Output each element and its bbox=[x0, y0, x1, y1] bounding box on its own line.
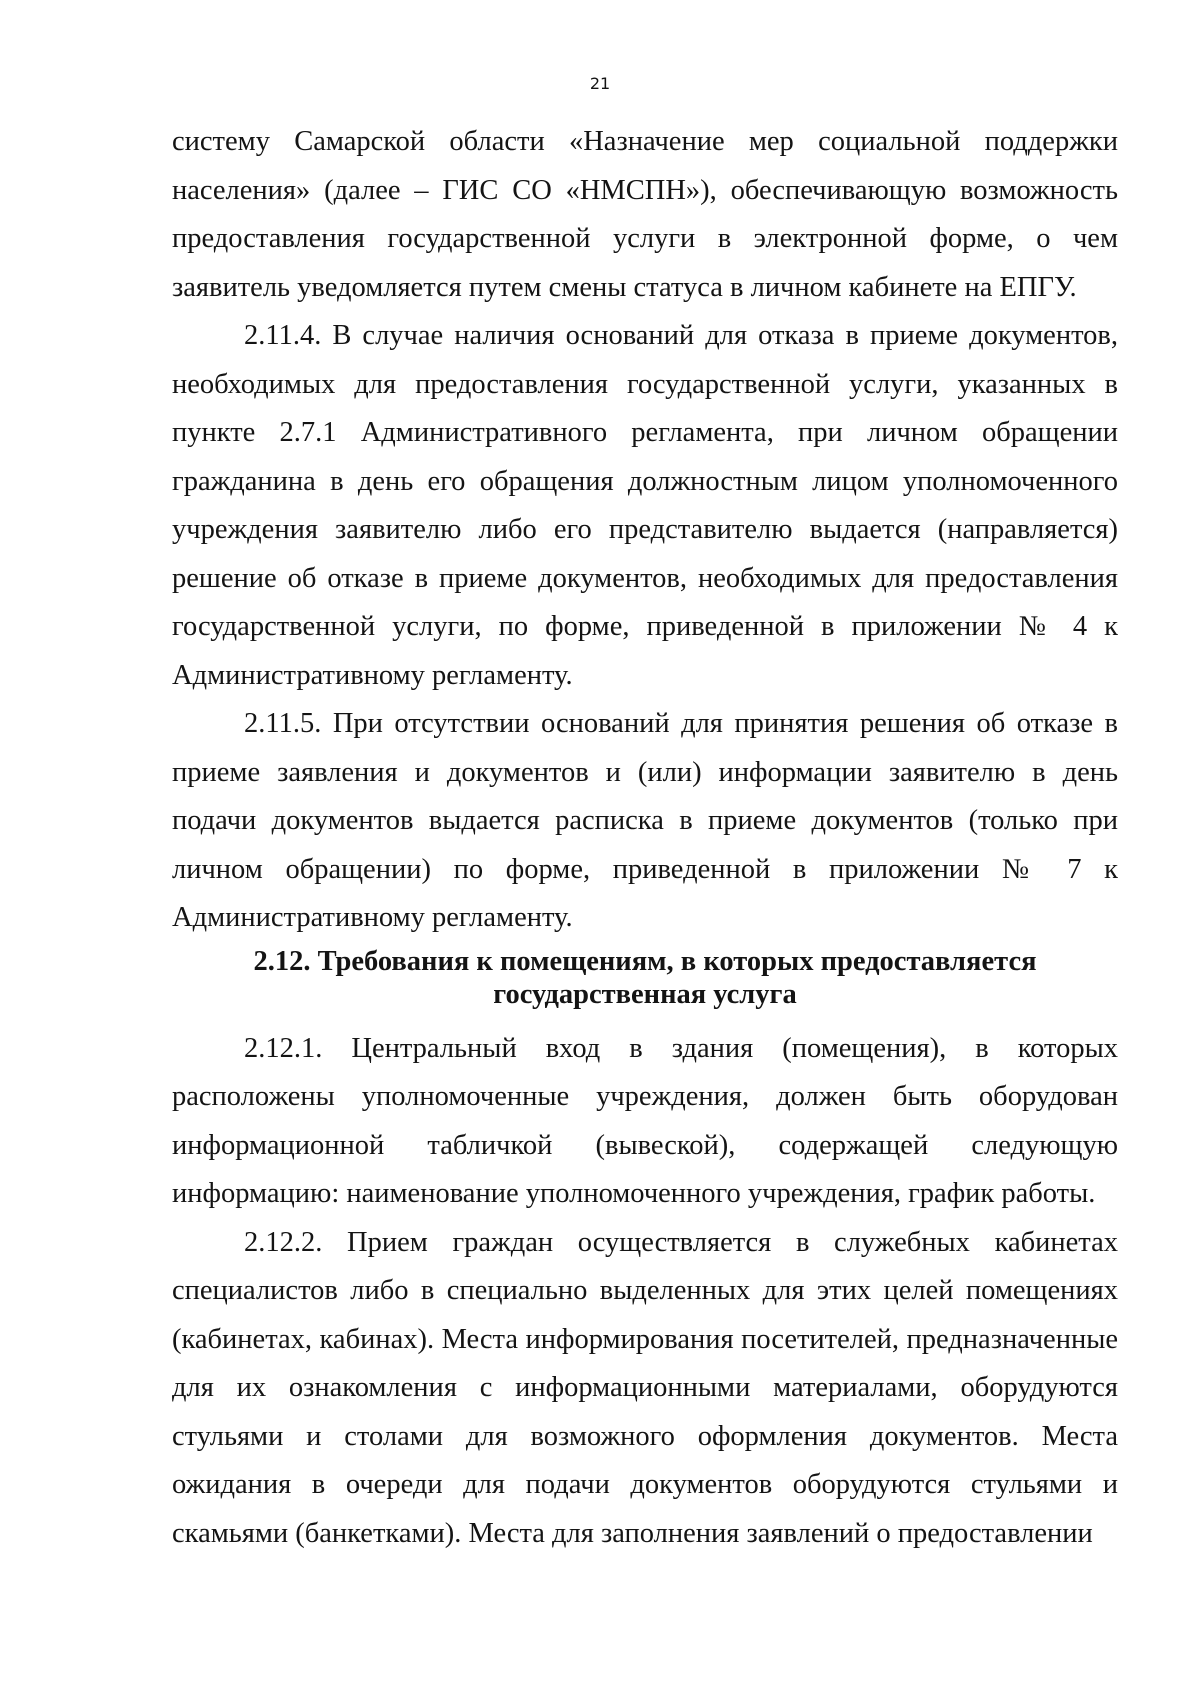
paragraph-2-11-5: 2.11.5. При отсутствии оснований для принятия решения об отказе в приеме заявления и документов и (или) информации заявителю в день подачи документов выдается расписка в приеме документов (только при личном обращении) по форме, приведенной в приложении № 7 к Административному регламенту. bbox=[172, 708, 1118, 933]
document-body bbox=[172, 118, 1118, 1558]
section-heading-2-12: 2.12. Требования к помещениям, в которых предоставляется государственная услуга bbox=[253, 945, 1037, 1010]
paragraph-2-11-4: 2.11.4. В случае наличия оснований для отказа в приеме документов, необходимых для предоставления государственной услуги, указанных в пункте 2.7.1 Административного регламента, при личном обращении гражданина в день его обращения должностным лицом уполномоченного учреждения заявителю либо его представителю выдается (направляется) решение об отказе в приеме документов, необходимых для предоставления государственной услуги, по форме, приведенной в приложении № 4 к Административному регламенту. bbox=[172, 320, 1118, 691]
paragraph-2-12-2: 2.12.2. Прием граждан осуществляется в служебных кабинетах специалистов либо в специально выделенных для этих целей помещениях (кабинетах, кабинах). Места информирования посетителей, предназначенные для их ознакомления с информационными материалами, оборудуются стульями и столами для возможного оформления документов. Места ожидания в очереди для подачи документов оборудуются стульями и скамьями (банкетками). Места для заполнения заявлений о предоставлении bbox=[172, 1226, 1118, 1549]
paragraph-continuation: систему Самарской области «Назначение мер социальной поддержки населения» (далее – ГИС СО «НМСПН»), обеспечивающую возможность предоставления государственной услуги в электронной форме, о чем заявитель уведомляется путем смены статуса в личном кабинете на ЕПГУ. bbox=[172, 126, 1118, 303]
paragraph-2-12-1: 2.12.1. Центральный вход в здания (помещения), в которых расположены уполномоченные учреждения, должен быть оборудован информационной табличкой (вывеской), содержащей следующую информацию: наименование уполномоченного учреждения, график работы. bbox=[172, 1032, 1118, 1209]
page-number: 21 bbox=[589, 74, 611, 93]
